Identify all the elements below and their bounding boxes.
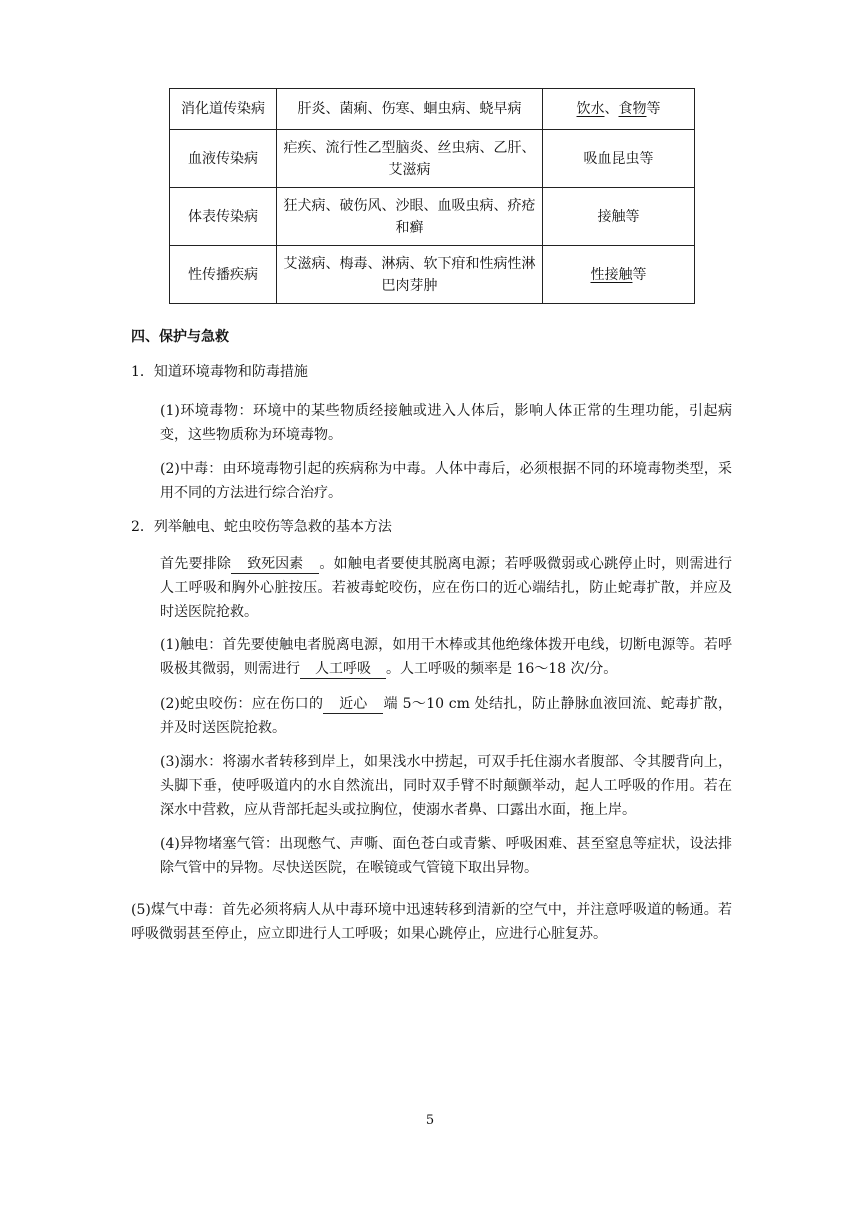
route-separator: 、 xyxy=(604,101,619,117)
fill-blank: 人工呼吸 xyxy=(300,660,386,679)
disease-list-cell: 艾滋病、梅毒、淋病、软下疳和性病性淋巴肉芽肿 xyxy=(277,246,543,304)
route-cell: 吸血昆虫等 xyxy=(543,130,695,188)
section-heading: 四、保护与急救 xyxy=(131,329,229,345)
disease-list-cell: 狂犬病、破伤风、沙眼、血吸虫病、疥疮和癣 xyxy=(277,188,543,246)
item2-paragraph-4: (4)异物堵塞气管：出现憋气、声嘶、面色苍白或青紫、呼吸困难、甚至窒息等症状，设法排除气管中的异物。尽快送医院，在喉镜或气管镜下取出异物。 xyxy=(160,836,732,876)
item1-title: 1．知道环境毒物和防毒措施 xyxy=(131,364,308,380)
table-row xyxy=(170,188,695,246)
item2-paragraph-3: (3)溺水：将溺水者转移到岸上，如果浅水中捞起，可双手托住溺水者腹部、令其腰背向上，头脚下垂，使呼吸道内的水自然流出，同时双手臂不时颠颤举动，起人工呼吸的作用。若在深水中营救，应从背部托起头或拉胸位，使溺水者鼻、口露出水面，拖上岸。 xyxy=(160,754,732,818)
fill-blank: 近心 xyxy=(323,695,383,714)
route-suffix: 等 xyxy=(646,101,661,117)
route-underlined: 性接触 xyxy=(590,266,633,283)
item2-intro xyxy=(160,552,732,624)
route-suffix: 等 xyxy=(632,266,647,283)
route-cell: 接触等 xyxy=(543,188,695,246)
item2-paragraph-2 xyxy=(160,692,732,740)
disease-type-cell: 体表传染病 xyxy=(170,188,277,246)
item2-paragraph-5: (5)煤气中毒：首先必须将病人从中毒环境中迅速转移到清新的空气中，并注意呼吸道的畅通。若呼吸微弱甚至停止，应立即进行人工呼吸；如果心跳停止，应进行心脏复苏。 xyxy=(131,902,732,942)
item2-title: 2．列举触电、蛇虫咬伤等急救的基本方法 xyxy=(131,519,392,535)
table-row xyxy=(170,246,695,304)
paragraph-text: 端 5～10 cm 处结扎，防止静脉血液回流、蛇毒扩散，并及时送医院抢救。 xyxy=(160,696,732,736)
table-row xyxy=(170,130,695,188)
intro-text: 。如触电者要使其脱离电源；若呼吸微弱或心跳停止时，则需进行人工呼吸和胸外心脏按压。若被毒蛇咬伤，应在伤口的近心端结扎，防止蛇毒扩散，并应及时送医院抢救。 xyxy=(160,556,733,620)
route-cell xyxy=(543,246,695,304)
disease-type-cell: 消化道传染病 xyxy=(170,89,277,130)
paragraph-text: 。人工呼吸的频率是 16～18 次/分。 xyxy=(386,661,618,677)
route-underlined: 饮水 xyxy=(576,101,605,117)
paragraph-text: (1)触电：首先要使触电者脱离电源，如用干木棒或其他绝缘体拨开电线，切断电源等。若呼吸极其微弱，则需进行 xyxy=(160,637,732,677)
intro-text: 首先要排除 xyxy=(160,556,232,572)
disease-table xyxy=(169,88,695,304)
route-underlined: 食物 xyxy=(618,101,647,117)
fill-blank: 致死因素 xyxy=(231,555,319,574)
item2-paragraph-1 xyxy=(160,633,732,681)
disease-type-cell: 性传播疾病 xyxy=(170,246,277,304)
table-row xyxy=(170,89,695,130)
disease-list-cell: 肝炎、菌痢、伤寒、蛔虫病、蛲早病 xyxy=(277,89,543,130)
disease-list-cell: 疟疾、流行性乙型脑炎、丝虫病、乙肝、艾滋病 xyxy=(277,130,543,188)
page-number: 5 xyxy=(425,1113,435,1128)
paragraph-text: (2)蛇虫咬伤：应在伤口的 xyxy=(160,696,324,712)
item1-paragraph-2: (2)中毒：由环境毒物引起的疾病称为中毒。人体中毒后，必须根据不同的环境毒物类型，采用不同的方法进行综合治疗。 xyxy=(160,461,732,501)
route-cell xyxy=(543,89,695,130)
disease-type-cell: 血液传染病 xyxy=(170,130,277,188)
item1-paragraph-1: (1)环境毒物：环境中的某些物质经接触或进入人体后，影响人体正常的生理功能，引起病变，这些物质称为环境毒物。 xyxy=(160,403,732,443)
